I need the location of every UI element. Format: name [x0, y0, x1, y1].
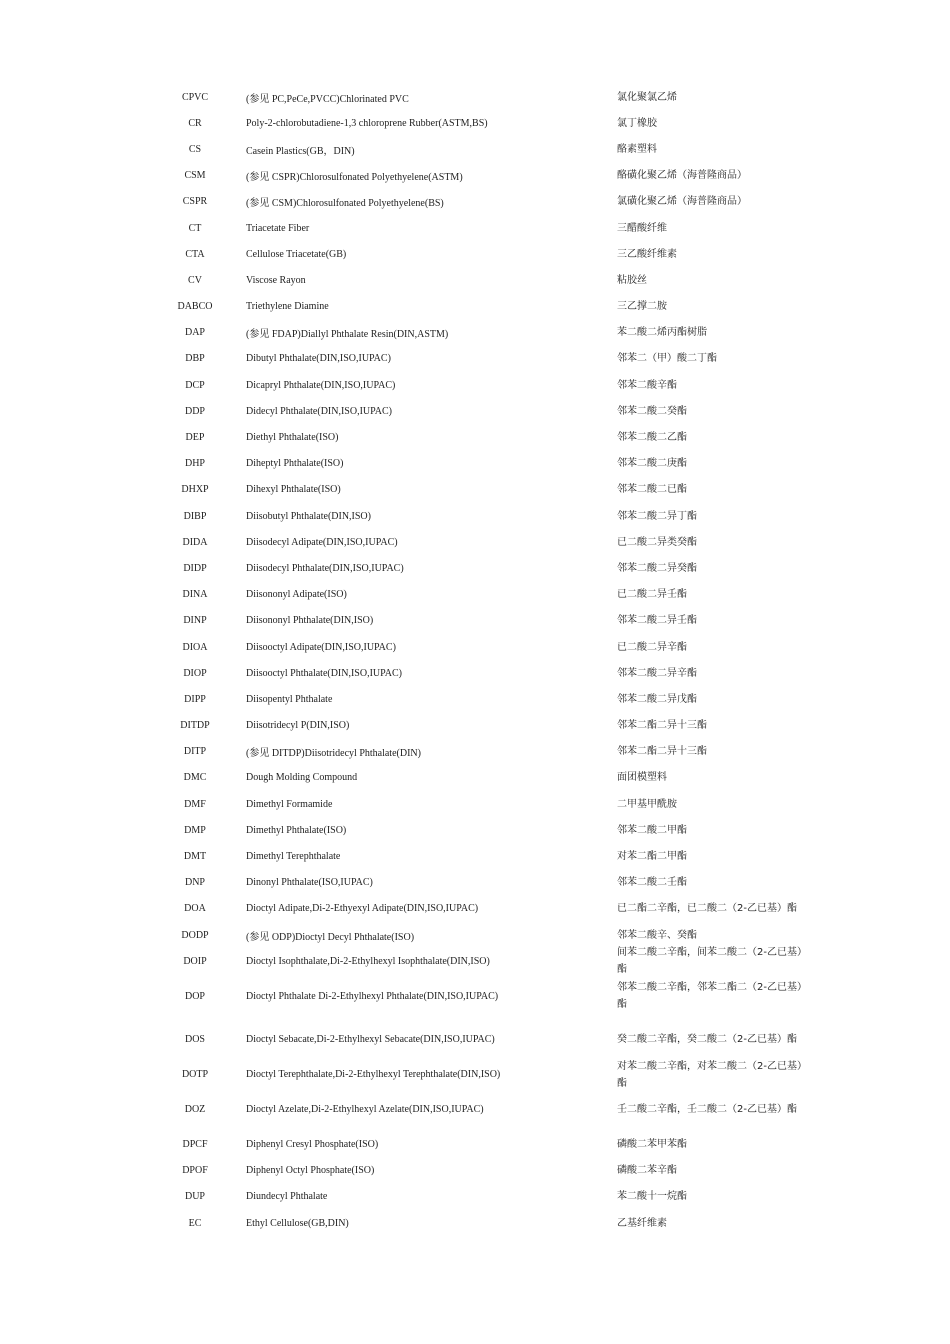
abbreviation-cell: DDP: [184, 405, 205, 417]
chinese-name-cell: 邻苯二酸二已酯: [617, 484, 687, 496]
abbreviation-cell: DMC: [183, 772, 207, 784]
abbreviation-cell: DOTP: [181, 1069, 209, 1081]
english-name-cell: Dihexyl Phthalate(ISO): [246, 484, 341, 496]
english-name-cell: Dibutyl Phthalate(DIN,ISO,IUPAC): [246, 353, 391, 365]
abbreviation-cell: DINP: [183, 615, 207, 627]
chinese-name-cell: 邻苯二酯二异十三酯: [617, 746, 707, 758]
english-name-cell: Diisobutyl Phthalate(DIN,ISO): [246, 510, 371, 522]
english-name-cell: Diethyl Phthalate(ISO): [246, 432, 339, 444]
english-name-cell: Dicapryl Phthalate(DIN,ISO,IUPAC): [246, 379, 396, 391]
english-name-cell: Ethyl Cellulose(GB,DIN): [246, 1217, 349, 1229]
table-row: [0, 1018, 950, 1062]
chinese-name-cell: 三乙酸纤维素: [617, 248, 677, 260]
table-row: [0, 1184, 950, 1210]
chinese-name-cell: 对苯二酯二甲酯: [617, 851, 687, 863]
table-row: [0, 660, 950, 686]
table-row: [0, 346, 950, 372]
abbreviation-cell: DINA: [182, 589, 208, 601]
table-row: [0, 582, 950, 608]
abbreviation-cell: CPVC: [181, 91, 209, 103]
english-name-cell: (参见 CSPR)Chlorosulfonated Polyethyelene(ASTM): [246, 172, 463, 184]
abbreviation-cell: DABCO: [177, 301, 213, 313]
english-name-cell: Dioctyl Isophthalate,Di-2-Ethylhexyl Isophthalate(DIN,ISO): [246, 955, 490, 967]
english-name-cell: Dioctyl Terephthalate,Di-2-Ethylhexyl Terephthalate(DIN,ISO): [246, 1069, 501, 1081]
chinese-name-cell: 氯丁橡胶: [617, 117, 657, 129]
abbreviation-cell: CT: [188, 222, 202, 234]
table-row: [0, 84, 950, 110]
abbreviation-cell: DIDA: [182, 536, 208, 548]
abbreviation-cell: DOP: [184, 990, 205, 1002]
abbreviation-cell: DOZ: [184, 1104, 206, 1116]
english-name-cell: Dimethyl Phthalate(ISO): [246, 824, 347, 836]
abbreviation-cell: DEP: [185, 432, 205, 444]
english-name-cell: (参见 FDAP)Diallyl Phthalate Resin(DIN,ASTM): [246, 329, 449, 341]
table-row: [0, 215, 950, 241]
english-name-cell: Diphenyl Octyl Phosphate(ISO): [246, 1165, 375, 1177]
english-name-cell: Diphenyl Cresyl Phosphate(ISO): [246, 1138, 379, 1150]
english-name-cell: Cellulose Triacetate(GB): [246, 248, 347, 260]
chinese-name-cell: 邻苯二酸二异壬酯: [617, 615, 697, 627]
chinese-name-cell: 乙基纤维素: [617, 1217, 667, 1229]
chinese-name-cell: 苯二酸十一烷酯: [617, 1191, 687, 1203]
table-row: [0, 843, 950, 869]
english-name-cell: Diisopentyl Phthalate: [246, 693, 333, 705]
table-row: [0, 424, 950, 450]
abbreviation-cell: CS: [188, 143, 202, 155]
table-row: [0, 451, 950, 477]
chinese-name-cell: 癸二酸二辛酯，癸二酸二（2-乙已基）酯: [617, 1034, 797, 1046]
abbreviation-cell: CV: [188, 274, 202, 286]
chinese-name-cell: 已二酸二异类癸酯: [617, 536, 697, 548]
table-row: [0, 765, 950, 791]
table-row: [0, 870, 950, 896]
chinese-name-cell: 邻苯二酸二辛酯，邻苯二酯二（2-乙已基）酯: [617, 982, 807, 1011]
abbreviation-cell: DIPP: [184, 693, 206, 705]
abbreviation-cell: DUP: [184, 1191, 205, 1203]
chinese-name-cell: 邻苯二酸辛酯: [617, 379, 677, 391]
english-name-cell: Triacetate Fiber: [246, 222, 310, 234]
table-row: [0, 529, 950, 555]
chinese-name-cell: 邻苯二酸二癸酯: [617, 405, 687, 417]
english-name-cell: Dioctyl Phthalate Di-2-Ethylhexyl Phthalate(DIN,ISO,IUPAC): [246, 990, 499, 1002]
abbreviation-cell: DMP: [184, 824, 206, 836]
abbreviation-cell: CR: [188, 117, 202, 129]
english-name-cell: Dioctyl Adipate,Di-2-Ethyexyl Adipate(DIN,ISO,IUPAC): [246, 903, 479, 915]
abbreviation-cell: DPOF: [182, 1165, 208, 1177]
abbreviation-cell: DPCF: [182, 1138, 208, 1150]
english-name-cell: (参见 PC,PeCe,PVCC)Chlorinated PVC: [246, 93, 409, 105]
english-name-cell: Diheptyl Phthalate(ISO): [246, 458, 344, 470]
english-name-cell: Diisononyl Adipate(ISO): [246, 589, 347, 601]
english-name-cell: Dough Molding Compound: [246, 772, 358, 784]
abbreviation-cell: DHP: [184, 458, 205, 470]
chinese-name-cell: 面团模塑料: [617, 772, 667, 784]
table-row: [0, 686, 950, 712]
chinese-name-cell: 对苯二酸二辛酯，对苯二酸二（2-乙已基）酯: [617, 1060, 807, 1089]
table-row: [0, 267, 950, 293]
chinese-name-cell: 邻苯二酯二异十三酯: [617, 720, 707, 732]
table-row: [0, 503, 950, 529]
abbreviation-cell: DITP: [183, 746, 207, 758]
english-name-cell: Diisodecyl Adipate(DIN,ISO,IUPAC): [246, 536, 398, 548]
abbreviation-cell: DOA: [184, 903, 206, 915]
chinese-name-cell: 已二酸二异壬酯: [617, 589, 687, 601]
table-row: [0, 634, 950, 660]
english-name-cell: Dioctyl Azelate,Di-2-Ethylhexyl Azelate(DIN,ISO,IUPAC): [246, 1104, 484, 1116]
table-row: [0, 1131, 950, 1157]
english-name-cell: Casein Plastics(GB，DIN): [246, 145, 355, 157]
chinese-name-cell: 邻苯二（甲）酸二丁酯: [617, 353, 717, 365]
table-row: [0, 948, 950, 974]
abbreviation-cell: DIOA: [182, 641, 208, 653]
english-name-cell: Viscose Rayon: [246, 274, 306, 286]
chinese-name-cell: 磷酸二苯辛酯: [617, 1165, 677, 1177]
english-name-cell: Diundecyl Phthalate: [246, 1191, 328, 1203]
english-name-cell: Dinonyl Phthalate(ISO,IUPAC): [246, 877, 373, 889]
chinese-name-cell: 酪磺化聚乙烯（海普隆商品）: [617, 170, 747, 182]
table-row: [0, 136, 950, 162]
table-row: [0, 713, 950, 739]
chinese-name-cell: 邻苯二酸二异辛酯: [617, 667, 697, 679]
table-row: [0, 163, 950, 189]
table-row: [0, 294, 950, 320]
chinese-name-cell: 邻苯二酸二异癸酯: [617, 562, 697, 574]
english-name-cell: Poly-2-chlorobutadiene-1,3 chloroprene Rubber(ASTM,BS): [246, 117, 488, 129]
abbreviation-cell: DMF: [184, 798, 206, 810]
english-name-cell: Diisodecyl Phthalate(DIN,ISO,IUPAC): [246, 562, 404, 574]
chinese-name-cell: 三醋酸纤维: [617, 222, 667, 234]
english-name-cell: Diisooctyl Phthalate(DIN,ISO,IUPAC): [246, 667, 403, 679]
english-name-cell: (参见 DITDP)Diisotridecyl Phthalate(DIN): [246, 748, 421, 760]
abbreviation-cell: CSPR: [182, 196, 208, 208]
abbreviation-cell: DNP: [184, 877, 205, 889]
table-row: [0, 398, 950, 424]
table-row: [0, 1062, 950, 1088]
english-name-cell: Dioctyl Sebacate,Di-2-Ethylhexyl Sebacate(DIN,ISO,IUPAC): [246, 1034, 495, 1046]
chinese-name-cell: 间苯二酸二辛酯，间苯二酸二（2-乙已基）酯: [617, 947, 807, 976]
table-row: [0, 110, 950, 136]
chinese-name-cell: 酪素塑料: [617, 143, 657, 155]
abbreviation-cell: DAP: [184, 327, 205, 339]
table-row: [0, 189, 950, 215]
abbreviation-cell: DCP: [185, 379, 205, 391]
abbreviation-table: [0, 84, 950, 1236]
chinese-name-cell: 粘胶丝: [617, 274, 647, 286]
chinese-name-cell: 氯磺化聚乙烯（海普隆商品）: [617, 196, 747, 208]
chinese-name-cell: 二甲基甲酰胺: [617, 798, 677, 810]
abbreviation-cell: DIDP: [183, 562, 207, 574]
table-row: [0, 477, 950, 503]
abbreviation-cell: DBP: [185, 353, 205, 365]
chinese-name-cell: 邻苯二酸二壬酯: [617, 877, 687, 889]
table-row: [0, 817, 950, 843]
table-row: [0, 1210, 950, 1236]
english-name-cell: Diisononyl Phthalate(DIN,ISO): [246, 615, 374, 627]
table-row: [0, 739, 950, 765]
table-row: [0, 791, 950, 817]
abbreviation-cell: DODP: [181, 929, 209, 941]
chinese-name-cell: 三乙撑二胺: [617, 301, 667, 313]
chinese-name-cell: 邻苯二酸二异戊酯: [617, 693, 697, 705]
chinese-name-cell: 邻苯二酸辛、癸酯: [617, 929, 697, 941]
chinese-name-cell: 邻苯二酸二甲酯: [617, 824, 687, 836]
table-row: [0, 896, 950, 922]
table-row: [0, 372, 950, 398]
abbreviation-cell: CSM: [184, 170, 206, 182]
table-row: [0, 1158, 950, 1184]
chinese-name-cell: 已二酸二异辛酯: [617, 641, 687, 653]
chinese-name-cell: 苯二酸二烯丙酯树脂: [617, 327, 707, 339]
abbreviation-cell: DOIP: [183, 955, 207, 967]
table-row: [0, 241, 950, 267]
chinese-name-cell: 氯化聚氯乙烯: [617, 91, 677, 103]
english-name-cell: (参见 ODP)Dioctyl Decyl Phthalate(ISO): [246, 931, 415, 943]
english-name-cell: Diisotridecyl P(DIN,ISO): [246, 720, 350, 732]
abbreviation-cell: DITDP: [180, 720, 210, 732]
table-row: [0, 974, 950, 1018]
abbreviation-cell: EC: [188, 1217, 202, 1229]
table-row: [0, 922, 950, 948]
abbreviation-cell: DIBP: [183, 510, 207, 522]
english-name-cell: Diisooctyl Adipate(DIN,ISO,IUPAC): [246, 641, 396, 653]
table-row: [0, 555, 950, 581]
english-name-cell: (参见 CSM)Chlorosulfonated Polyethyelene(BS): [246, 198, 444, 210]
chinese-name-cell: 壬二酸二辛酯，壬二酸二（2-乙已基）酯: [617, 1104, 797, 1116]
abbreviation-cell: DOS: [184, 1034, 205, 1046]
abbreviation-cell: DHXP: [181, 484, 209, 496]
chinese-name-cell: 磷酸二苯甲苯酯: [617, 1138, 687, 1150]
table-row: [0, 320, 950, 346]
chinese-name-cell: 邻苯二酸二庚酯: [617, 458, 687, 470]
abbreviation-cell: DMT: [183, 851, 207, 863]
abbreviation-cell: CTA: [185, 248, 205, 260]
table-row: [0, 1088, 950, 1132]
abbreviation-cell: DIOP: [183, 667, 207, 679]
chinese-name-cell: 已二酯二辛酯，已二酸二（2-乙已基）酯: [617, 903, 797, 915]
english-name-cell: Didecyl Phthalate(DIN,ISO,IUPAC): [246, 405, 393, 417]
chinese-name-cell: 邻苯二酸二异丁酯: [617, 510, 697, 522]
english-name-cell: Triethylene Diamine: [246, 301, 329, 313]
table-row: [0, 608, 950, 634]
chinese-name-cell: 邻苯二酸二乙酯: [617, 432, 687, 444]
english-name-cell: Dimethyl Formamide: [246, 798, 333, 810]
english-name-cell: Dimethyl Terephthalate: [246, 851, 341, 863]
